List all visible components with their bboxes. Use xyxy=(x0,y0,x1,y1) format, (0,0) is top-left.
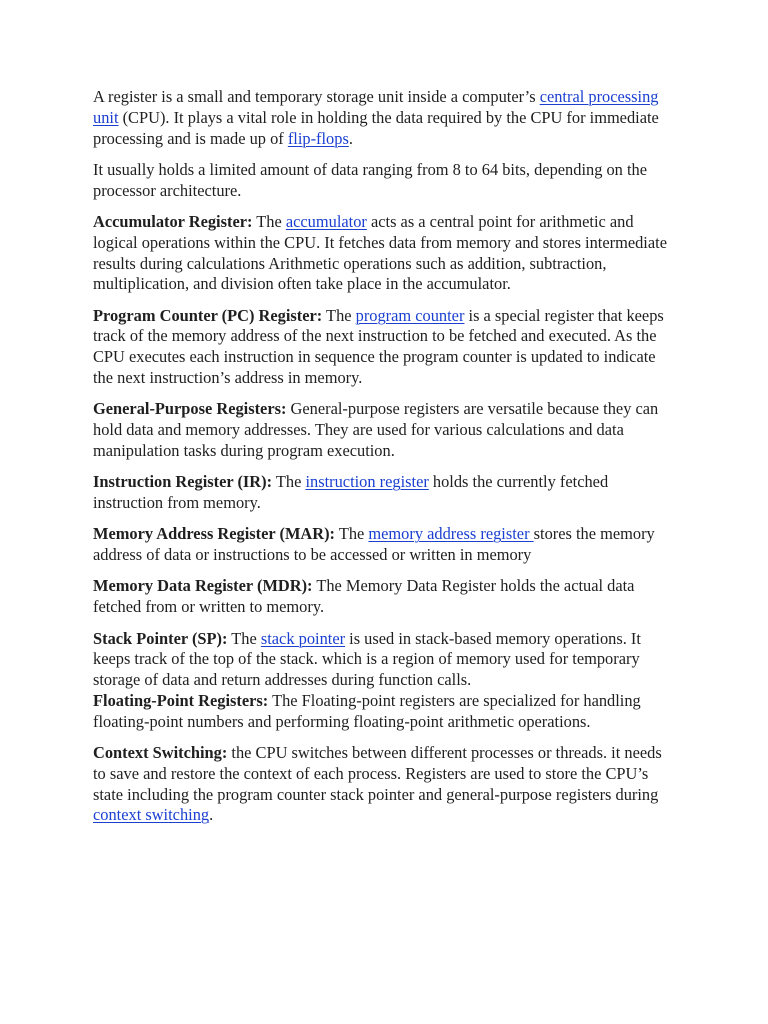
body-text: the CPU switches between different processes or threads. it needs to save and restore the context of each process. Registers are used to store the CPU’s state including the program counter stack pointer and general-purpose registers during xyxy=(93,743,662,804)
body-text: The xyxy=(252,211,286,231)
paragraph-size xyxy=(93,160,674,202)
document-body xyxy=(93,87,674,826)
term-heading: Memory Data Register (MDR): xyxy=(93,576,313,596)
term-heading: Program Counter (PC) Register: xyxy=(93,305,323,325)
term-heading: Memory Address Register (MAR): xyxy=(93,524,336,544)
paragraph-stack-pointer xyxy=(93,629,674,691)
term-heading: Context Switching: xyxy=(93,743,228,763)
paragraph-program-counter xyxy=(93,306,674,389)
paragraph-intro xyxy=(93,87,674,149)
paragraph-context-switching xyxy=(93,743,674,826)
body-text: The Floating-point registers are specialized for handling floating-point numbers and performing floating-point arithmetic operations. xyxy=(93,690,641,731)
paragraph-mar xyxy=(93,524,674,566)
link-memory-address-register[interactable]: memory address register xyxy=(368,524,534,544)
body-text: General-purpose registers are versatile because they can hold data and memory addresses. They are used for various calculations and data manipulation tasks during program execution. xyxy=(93,399,659,460)
term-heading: Floating-Point Registers: xyxy=(93,690,269,710)
paragraph-instruction-register xyxy=(93,472,674,514)
body-text: is used in stack-based memory operations. It keeps track of the top of the stack. which is a region of memory used for temporary storage of data and return addresses during function calls. xyxy=(93,628,641,690)
body-text: The Memory Data Register holds the actual data fetched from or written to memory. xyxy=(93,576,635,617)
term-heading: Instruction Register (IR): xyxy=(93,472,273,492)
link-context-switching[interactable]: context switching xyxy=(93,805,210,825)
body-text: The xyxy=(272,472,306,492)
term-heading: Accumulator Register: xyxy=(93,211,253,231)
paragraph-floating-point xyxy=(93,691,674,733)
body-text: acts as a central point for arithmetic and logical operations within the CPU. It fetches data from memory and stores intermediate results during calculations Arithmetic operations such as addition, subtraction, multiplication, and division often take place in the accumulator. xyxy=(93,211,667,294)
paragraph-general-purpose xyxy=(93,399,674,461)
link-instruction-register[interactable]: instruction register xyxy=(305,472,429,492)
body-text: stores the memory address of data or instructions to be accessed or written in memory xyxy=(93,524,655,565)
body-text: (CPU). It plays a vital role in holding the data required by the CPU for immediate processing and is made up of xyxy=(93,107,659,148)
body-text: . xyxy=(348,128,353,148)
term-heading: Stack Pointer (SP): xyxy=(93,628,228,648)
link-accumulator[interactable]: accumulator xyxy=(285,211,367,231)
body-text: It usually holds a limited amount of data ranging from 8 to 64 bits, depending on the processor architecture. xyxy=(93,159,648,200)
body-text: . xyxy=(209,805,214,825)
body-text: holds the currently fetched instruction from memory. xyxy=(93,472,609,513)
link-flip-flops[interactable]: flip-flops xyxy=(287,128,349,148)
body-text: The xyxy=(335,524,369,544)
body-text: is a special register that keeps track of the memory address of the next instruction to be fetched and executed. As the CPU executes each instruction in sequence the program counter is updated to indicate the next instruction’s address in memory. xyxy=(93,305,664,388)
link-program-counter[interactable]: program counter xyxy=(355,305,465,325)
body-text: The xyxy=(227,628,261,648)
term-heading: General-Purpose Registers: xyxy=(93,399,287,419)
paragraph-mdr xyxy=(93,576,674,618)
link-central-processing-unit[interactable]: central processing unit xyxy=(93,87,659,127)
paragraph-accumulator xyxy=(93,212,674,295)
body-text: A register is a small and temporary storage unit inside a computer’s xyxy=(93,87,540,106)
link-stack-pointer[interactable]: stack pointer xyxy=(260,628,346,648)
body-text: The xyxy=(322,305,356,325)
